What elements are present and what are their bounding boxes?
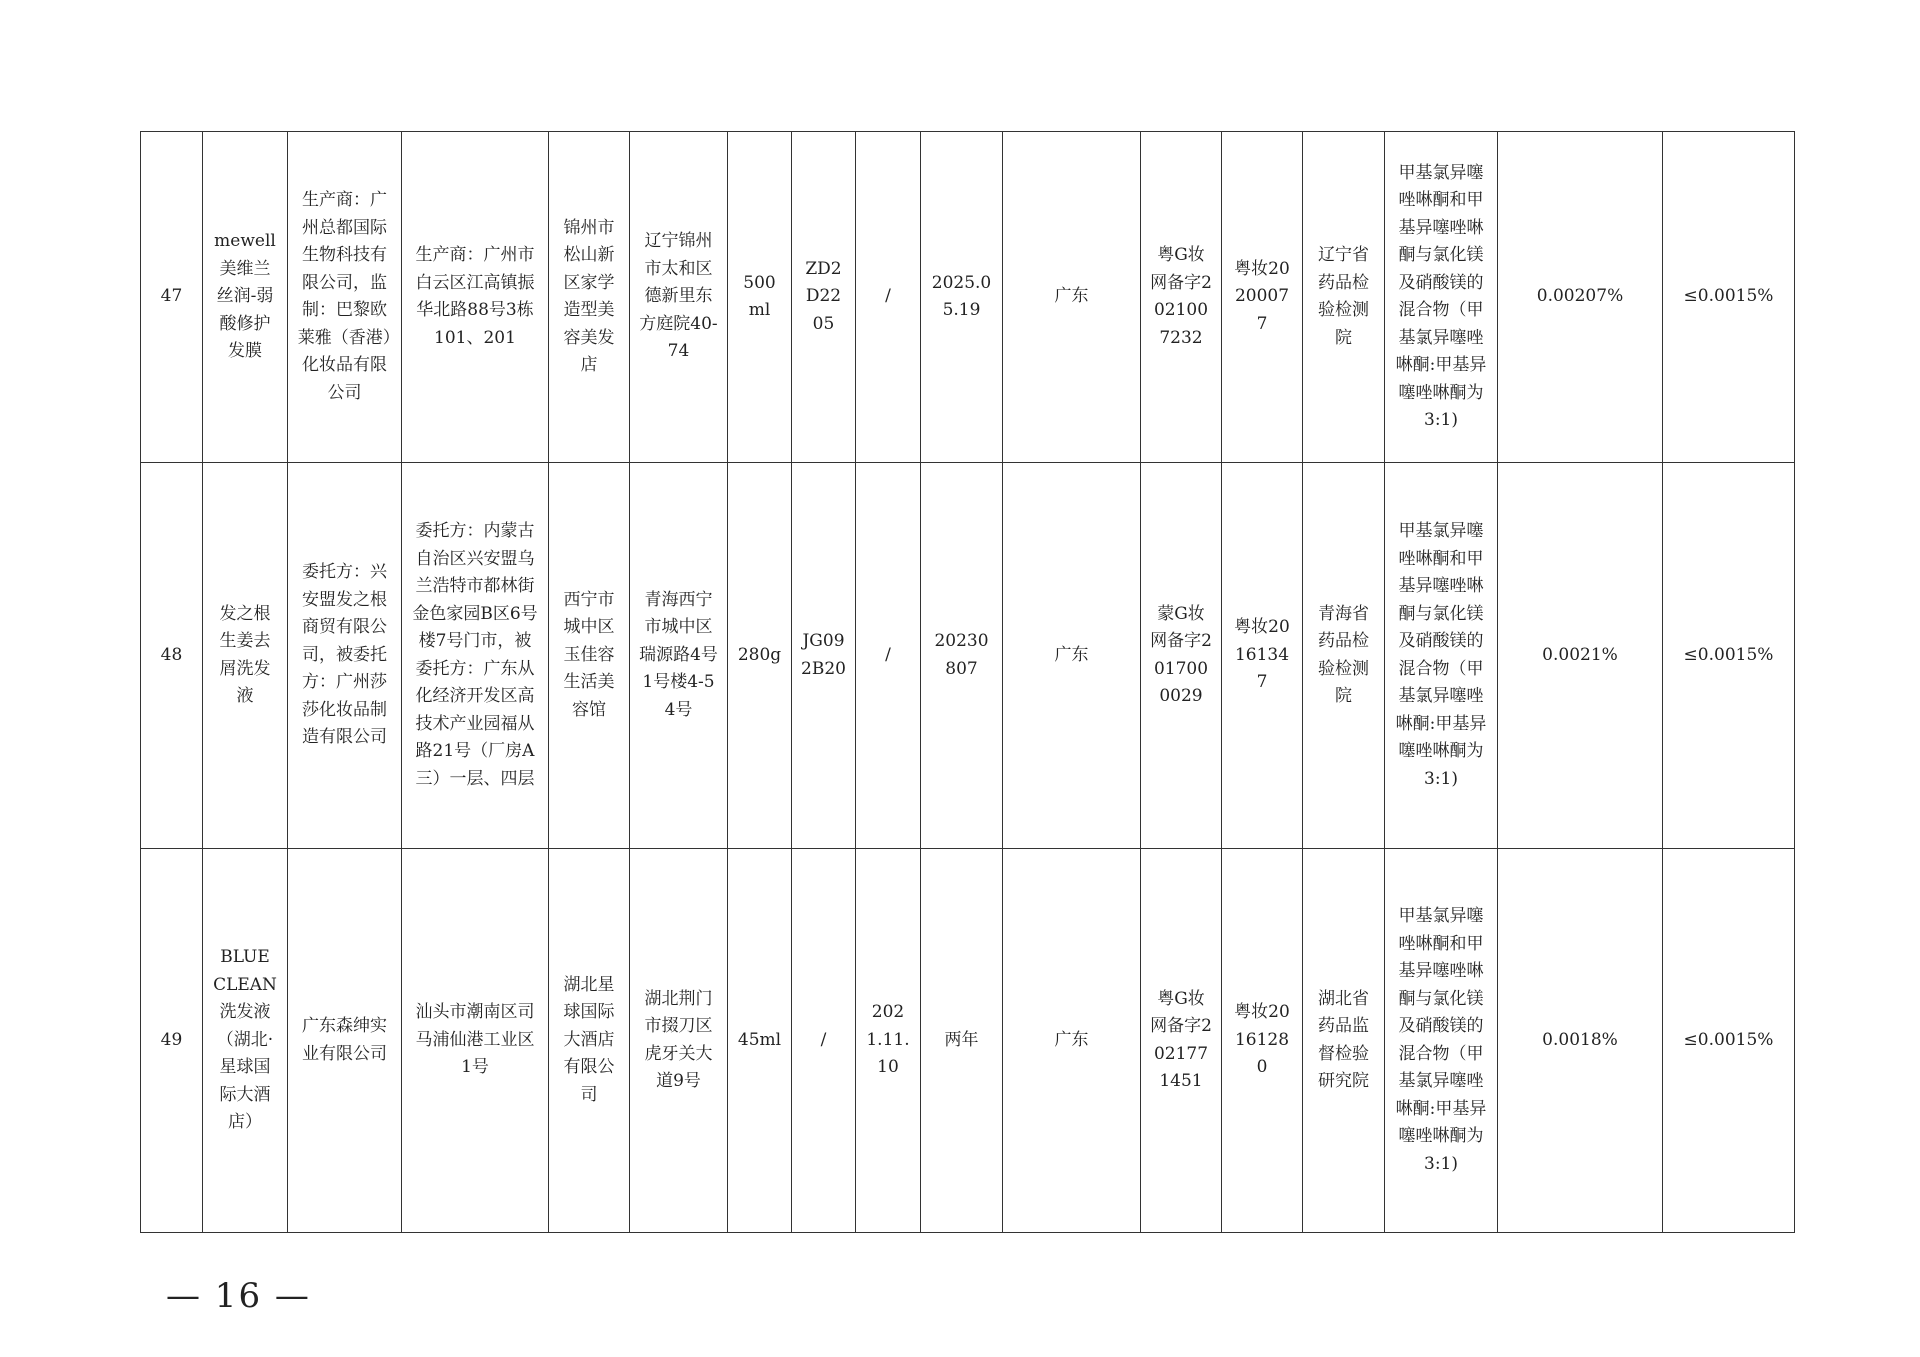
- batch-number: /: [792, 849, 856, 1233]
- enterprise-name: 广东森绅实业有限公司: [288, 849, 402, 1233]
- table-row: [141, 463, 1795, 849]
- detected-value: 0.0018%: [1498, 849, 1663, 1233]
- product-name: mewell美维兰丝润-弱酸修护发膜: [203, 132, 288, 463]
- filing-number: 粤G妆网备字2021007232: [1141, 132, 1222, 463]
- inspection-org: 青海省药品检验检测院: [1303, 463, 1385, 849]
- expiry-date: 20230807: [921, 463, 1003, 849]
- row-number: 48: [141, 463, 203, 849]
- detected-value: 0.00207%: [1498, 132, 1663, 463]
- license-number: 粤妆20161280: [1222, 849, 1303, 1233]
- substance: 甲基氯异噻唑啉酮和甲基异噻唑啉酮与氯化镁及硝酸镁的混合物（甲基氯异噻唑啉酮:甲基异噻唑啉酮为3:1): [1385, 132, 1498, 463]
- production-date: /: [856, 132, 921, 463]
- specification: 45ml: [728, 849, 792, 1233]
- filing-number: 蒙G妆网备字2017000029: [1141, 463, 1222, 849]
- enterprise-name: 生产商：广州总都国际生物科技有限公司，监制：巴黎欧莱雅（香港）化妆品有限公司: [288, 132, 402, 463]
- production-date: /: [856, 463, 921, 849]
- sampled-unit-address: 辽宁锦州市太和区德新里东方庭院40-74: [630, 132, 728, 463]
- province: 广东: [1003, 463, 1141, 849]
- enterprise-address: 汕头市潮南区司马浦仙港工业区1号: [402, 849, 549, 1233]
- product-name: 发之根生姜去屑洗发液: [203, 463, 288, 849]
- production-date: 2021.11.10: [856, 849, 921, 1233]
- table-row: [141, 132, 1795, 463]
- product-name: BLUE CLEAN洗发液（湖北·星球国际大酒店）: [203, 849, 288, 1233]
- sampled-unit-address: 湖北荆门市掇刀区虎牙关大道9号: [630, 849, 728, 1233]
- expiry-date: 两年: [921, 849, 1003, 1233]
- substance: 甲基氯异噻唑啉酮和甲基异噻唑啉酮与氯化镁及硝酸镁的混合物（甲基氯异噻唑啉酮:甲基异噻唑啉酮为3:1): [1385, 463, 1498, 849]
- table-row: [141, 849, 1795, 1233]
- page-number: — 16 —: [166, 1276, 311, 1316]
- row-number: 47: [141, 132, 203, 463]
- inspection-org: 湖北省药品监督检验研究院: [1303, 849, 1385, 1233]
- limit-value: ≤0.0015%: [1663, 132, 1795, 463]
- sampled-unit: 西宁市城中区玉佳容生活美容馆: [549, 463, 630, 849]
- batch-number: ZD2D2205: [792, 132, 856, 463]
- substance: 甲基氯异噻唑啉酮和甲基异噻唑啉酮与氯化镁及硝酸镁的混合物（甲基氯异噻唑啉酮:甲基异噻唑啉酮为3:1): [1385, 849, 1498, 1233]
- specification: 500ml: [728, 132, 792, 463]
- row-number: 49: [141, 849, 203, 1233]
- license-number: 粤妆20200077: [1222, 132, 1303, 463]
- sampled-unit-address: 青海西宁市城中区瑞源路4号1号楼4-54号: [630, 463, 728, 849]
- enterprise-name: 委托方：兴安盟发之根商贸有限公司，被委托方：广州莎莎化妆品制造有限公司: [288, 463, 402, 849]
- filing-number: 粤G妆网备字2021771451: [1141, 849, 1222, 1233]
- specification: 280g: [728, 463, 792, 849]
- detected-value: 0.0021%: [1498, 463, 1663, 849]
- limit-value: ≤0.0015%: [1663, 463, 1795, 849]
- results-table: [140, 131, 1795, 1233]
- expiry-date: 2025.05.19: [921, 132, 1003, 463]
- inspection-org: 辽宁省药品检验检测院: [1303, 132, 1385, 463]
- enterprise-address: 生产商：广州市白云区江高镇振华北路88号3栋101、201: [402, 132, 549, 463]
- license-number: 粤妆20161347: [1222, 463, 1303, 849]
- province: 广东: [1003, 132, 1141, 463]
- limit-value: ≤0.0015%: [1663, 849, 1795, 1233]
- batch-number: JG092B20: [792, 463, 856, 849]
- province: 广东: [1003, 849, 1141, 1233]
- sampled-unit: 湖北星球国际大酒店有限公司: [549, 849, 630, 1233]
- sampled-unit: 锦州市松山新区家学造型美容美发店: [549, 132, 630, 463]
- enterprise-address: 委托方：内蒙古自治区兴安盟乌兰浩特市都林街金色家园B区6号楼7号门市，被委托方：广东从化经济开发区高技术产业园福从路21号（厂房A三）一层、四层: [402, 463, 549, 849]
